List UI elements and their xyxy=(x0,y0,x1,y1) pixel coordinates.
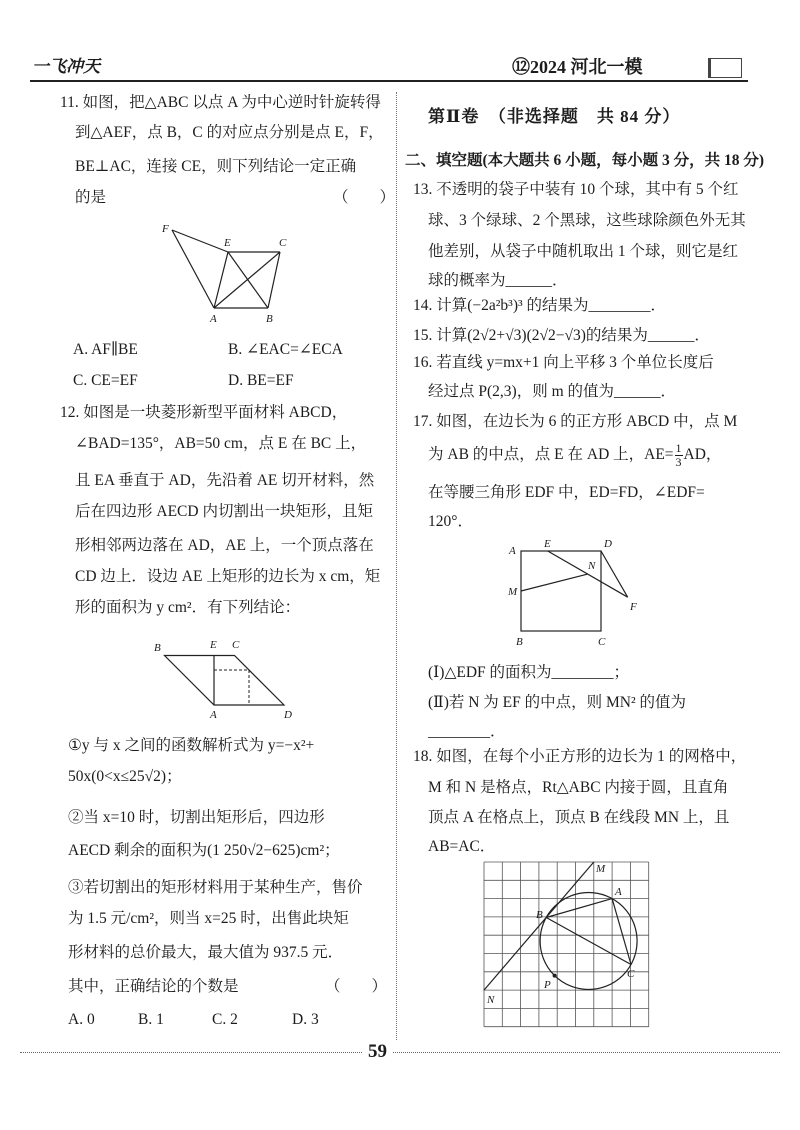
q12-line: 形的面积为 y cm²．有下列结论： xyxy=(75,599,301,616)
point-label-n: N xyxy=(588,560,596,572)
brand-logo: 一飞冲天 xyxy=(32,57,100,76)
point-label-m: M xyxy=(508,586,518,598)
segment-fa xyxy=(172,230,214,308)
q11-line: 到△AEF，点 B，C 的对应点分别是点 E，F， xyxy=(75,124,384,141)
point-label-e: E xyxy=(224,237,231,249)
fraction-denominator: 3 xyxy=(675,455,682,469)
q13-line: 13. 不透明的袋子中装有 10 个球，其中有 5 个红 xyxy=(413,181,739,198)
q18-figure xyxy=(480,858,656,1030)
q11-option-a: A. AF∥BE xyxy=(73,341,138,358)
q12-answer-bracket: （ ） xyxy=(325,978,388,995)
q12-figure xyxy=(150,634,300,722)
q11-line: 11. 如图，把△ABC 以点 A 为中心逆时针旋转得 xyxy=(60,94,381,111)
header-rule xyxy=(30,80,748,82)
point-label-e: E xyxy=(210,639,217,651)
q17-part-2: (Ⅱ)若 N 为 EF 的中点，则 MN² 的值为 xyxy=(428,694,687,711)
point-label-a: A xyxy=(210,709,217,721)
point-label-m: M xyxy=(596,863,606,875)
q16-line: 16. 若直线 y=mx+1 向上平移 3 个单位长度后 xyxy=(413,354,714,371)
point-label-c: C xyxy=(627,968,635,980)
q12-line: ∠BAD=135°，AB=50 cm，点 E 在 BC 上， xyxy=(75,435,367,452)
point-label-b: B xyxy=(266,313,273,325)
segment-bc xyxy=(546,918,631,965)
q12-question: 其中，正确结论的个数是 xyxy=(68,978,239,995)
q12-option-d: D. 3 xyxy=(292,1011,319,1028)
grid-lines xyxy=(484,862,649,1027)
q12-statement-line: ③若切割出的矩形材料用于某种生产，售价 xyxy=(68,879,363,896)
point-label-a: A xyxy=(210,313,217,325)
point-p-dot xyxy=(553,974,557,978)
q12-line: 形相邻两边落在 AD，AE 上，一个顶点落在 xyxy=(75,537,374,554)
q17-part-2-blank: ________． xyxy=(428,723,506,740)
q11-option-b: B. ∠EAC=∠ECA xyxy=(228,341,343,358)
section-heading: 二、填空题(本大题共 6 小题，每小题 3 分，共 18 分) xyxy=(405,152,765,169)
q11-option-c: C. CE=EF xyxy=(73,372,138,389)
q11-line: BE⊥AC，连接 CE，则下列结论一定正确 xyxy=(75,158,357,175)
q13-line: 他差别，从袋子中随机取出 1 个球，则它是红 xyxy=(428,243,739,260)
q15-text: 15. 计算(2√2+√3)(2√2−√3)的结果为______． xyxy=(413,327,710,344)
cut-rectangle-dashed xyxy=(214,670,249,705)
q12-statement-line: 形材料的总价最大，最大值为 937.5 元． xyxy=(68,944,344,961)
q12-option-b: B. 1 xyxy=(138,1011,164,1028)
q17-line xyxy=(428,442,721,469)
point-label-b: B xyxy=(536,909,543,921)
point-label-a: A xyxy=(615,886,622,898)
point-label-c: C xyxy=(232,639,240,651)
q18-line: M 和 N 是格点，Rt△ABC 内接于圆，且直角 xyxy=(428,779,729,796)
q13-line: 球、3 个绿球、2 个黑球，这些球除颜色外无其 xyxy=(428,212,746,229)
q12-line: 后在四边形 AECD 内切割出一块矩形，且矩 xyxy=(75,503,373,520)
q12-statement-line: ②当 x=10 时，切割出矩形后，四边形 xyxy=(68,809,325,826)
q17-figure xyxy=(500,538,650,652)
q16-line: 经过点 P(2,3)，则 m 的值为______． xyxy=(428,383,677,400)
column-divider xyxy=(396,92,397,1040)
q12-statement-line: 50x(0<x≤25√2)； xyxy=(68,768,182,785)
q12-option-c: C. 2 xyxy=(212,1011,238,1028)
segment-fe xyxy=(172,230,228,252)
point-label-e: E xyxy=(544,538,551,550)
fraction-numerator: 1 xyxy=(675,441,682,455)
exam-title: ⑫2024 河北一模 xyxy=(512,57,643,77)
q12-statement-line: AECD 剩余的面积为(1 250√2−625)cm²； xyxy=(68,842,340,859)
q12-line: CD 边上．设边 AE 上矩形的边长为 x cm，矩 xyxy=(75,568,381,585)
footer-rule xyxy=(20,1052,780,1053)
segment-df xyxy=(601,551,628,597)
q17-part-1: (Ⅰ)△EDF 的面积为________； xyxy=(428,664,630,681)
section-title: 第Ⅱ卷 （非选择题 共 84 分） xyxy=(428,107,681,126)
q12-statement-line: ①y 与 x 之间的函数解析式为 y=−x²+ xyxy=(68,737,315,754)
q12-line: 12. 如图是一块菱形新型平面材料 ABCD， xyxy=(60,404,348,421)
segment-ef xyxy=(548,551,628,597)
q11-line: 的是 xyxy=(75,189,107,206)
point-label-d: D xyxy=(604,538,612,550)
point-label-f: F xyxy=(162,223,169,235)
q17-line-text: 为 AB 的中点，点 E 在 AD 上，AE= xyxy=(428,446,674,464)
point-label-b: B xyxy=(154,642,161,654)
point-label-f: F xyxy=(630,601,637,613)
q18-line: 顶点 A 在格点上，顶点 B 在线段 MN 上，且 xyxy=(428,809,730,826)
segment-ea xyxy=(214,252,228,308)
point-label-d: D xyxy=(284,709,292,721)
q13-line: 球的概率为______． xyxy=(428,272,568,289)
q12-line: 且 EA 垂直于 AD，先沿着 AE 切开材料，然 xyxy=(75,472,375,489)
book-icon xyxy=(708,58,742,78)
point-label-c: C xyxy=(279,237,287,249)
q17-line: 120°． xyxy=(428,513,473,530)
segment-ab xyxy=(546,899,612,918)
point-label-n: N xyxy=(487,994,495,1006)
point-label-p: P xyxy=(544,979,551,991)
q17-line: 在等腰三角形 EDF 中，ED=FD，∠EDF= xyxy=(428,484,705,501)
q14-text: 14. 计算(−2a²b³)³ 的结果为________． xyxy=(413,297,667,314)
q18-line: AB=AC． xyxy=(428,838,496,855)
segment-mn xyxy=(521,574,588,591)
q18-line: 18. 如图，在每个小正方形的边长为 1 的网格中， xyxy=(413,748,747,765)
q11-answer-bracket: （ ） xyxy=(333,189,396,206)
q17-line-text: AD， xyxy=(683,446,722,464)
point-label-b: B xyxy=(516,636,523,648)
segment-eb xyxy=(228,252,268,308)
q17-line: 17. 如图，在边长为 6 的正方形 ABCD 中，点 M xyxy=(413,413,738,430)
q12-option-a: A. 0 xyxy=(68,1011,95,1028)
q12-statement-line: 为 1.5 元/cm²，则当 x=25 时，出售此块矩 xyxy=(68,910,349,927)
page-number: 59 xyxy=(362,1040,393,1064)
rhombus-abcd xyxy=(165,656,285,706)
point-label-a: A xyxy=(509,545,516,557)
segment-ac xyxy=(612,899,631,965)
point-label-c: C xyxy=(598,636,606,648)
q11-figure xyxy=(160,222,295,328)
fraction-one-third xyxy=(675,442,683,469)
q11-option-d: D. BE=EF xyxy=(228,372,294,389)
